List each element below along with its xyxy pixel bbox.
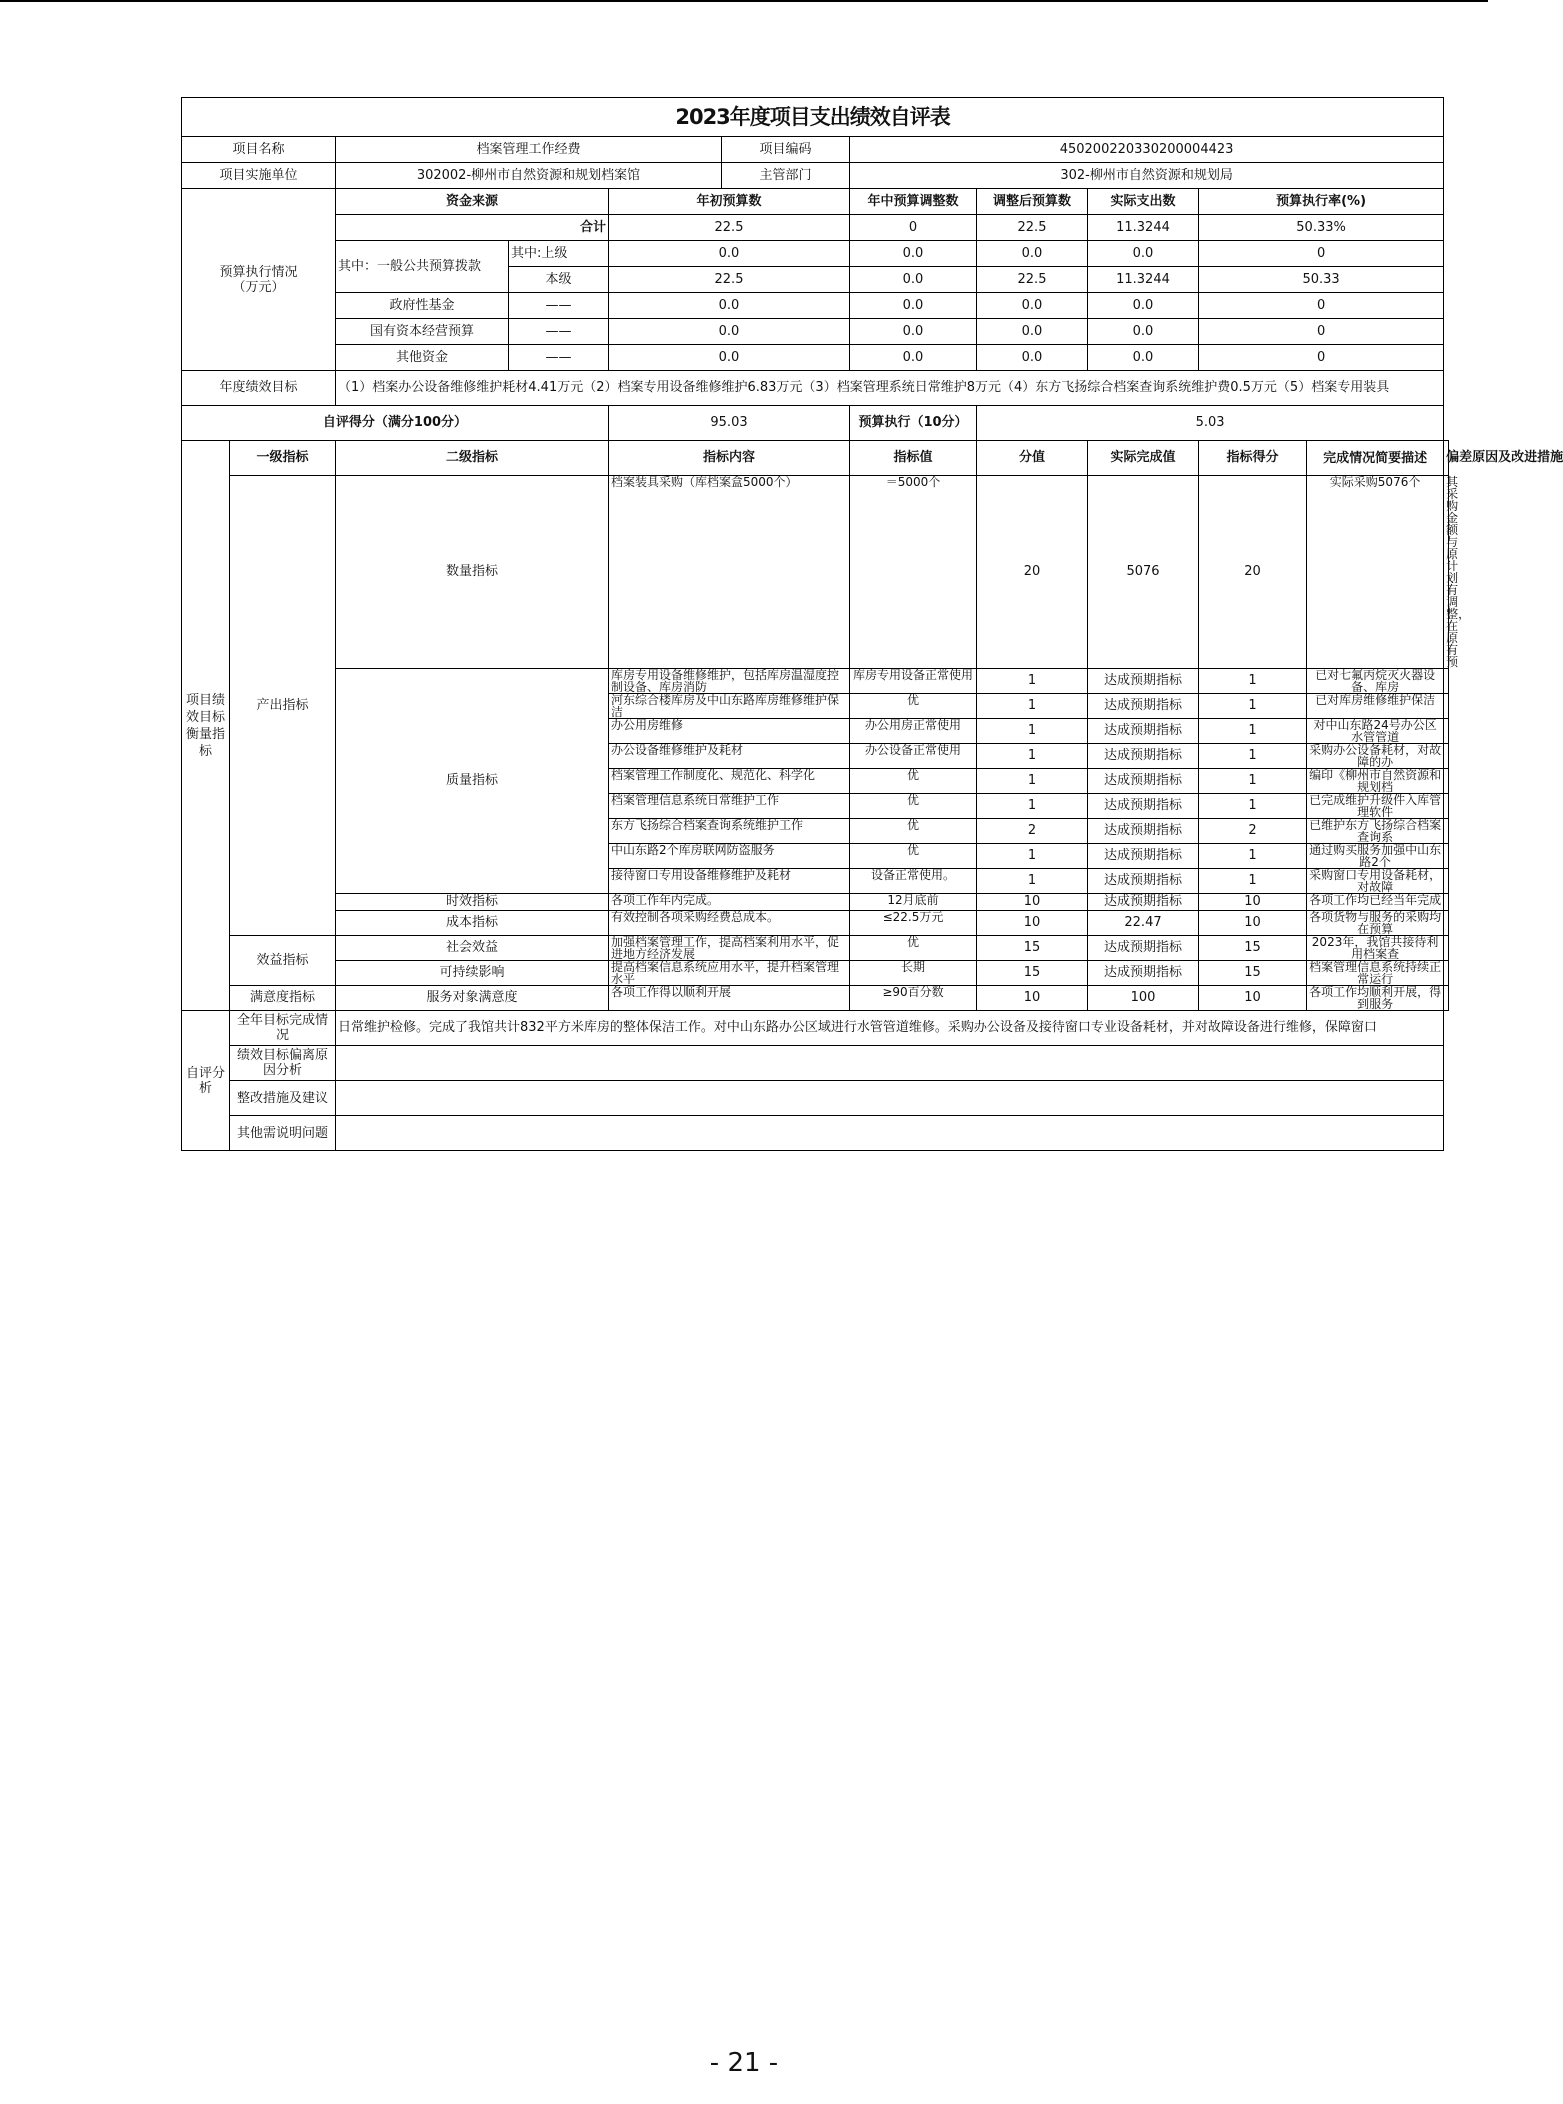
ind-content: 河东综合楼库房及中山东路库房维修维护保洁 [609, 694, 850, 719]
ind-score: 2 [977, 819, 1088, 844]
ind-got: 1 [1199, 669, 1307, 694]
ind-reason [1444, 719, 1449, 744]
ind-header-score: 分值 [977, 441, 1088, 476]
budget-header-adjusted: 调整后预算数 [977, 189, 1088, 215]
budget-header-adjust: 年中预算调整数 [850, 189, 977, 215]
budget-section-label: 预算执行情况 （万元） [182, 189, 336, 371]
self-eval-section-label: 自评分析 [182, 1011, 230, 1151]
ind-desc: 已对库房维修维护保洁 [1307, 694, 1444, 719]
ind-header-got: 指标得分 [1199, 441, 1307, 476]
top-border-line [0, 0, 1488, 2]
ind-target: ≤22.5万元 [850, 911, 977, 936]
project-name-value: 档案管理工作经费 [336, 137, 722, 163]
indicator-row [182, 986, 1449, 1011]
budget-local-adjusted: 22.5 [977, 267, 1088, 293]
self-eval-text [336, 1081, 1444, 1116]
budget-local-initial: 22.5 [609, 267, 850, 293]
ind-desc: 采购办公设备耗材，对故障的办 [1307, 744, 1444, 769]
ind-target: 办公用房正常使用 [850, 719, 977, 744]
ind-score: 15 [977, 936, 1088, 961]
budget-state-capital-label: 国有资本经营预算 [336, 319, 509, 345]
ind-score: 1 [977, 719, 1088, 744]
ind-actual: 达成预期指标 [1088, 694, 1199, 719]
budget-fund-adjust: 0.0 [850, 293, 977, 319]
ind-target: ≥90百分数 [850, 986, 977, 1011]
indicator-row [182, 476, 1449, 669]
indicator-row [182, 894, 1449, 911]
ind-score: 1 [977, 844, 1088, 869]
budget-other-adjust: 0.0 [850, 345, 977, 371]
ind-target: 优 [850, 794, 977, 819]
self-eval-row [182, 1081, 1449, 1116]
project-code-value: 450200220330200004423 [850, 137, 1444, 163]
ind-actual: 达成预期指标 [1088, 669, 1199, 694]
ind-score: 20 [977, 476, 1088, 669]
ind-header-actual: 实际完成值 [1088, 441, 1199, 476]
budget-other-initial: 0.0 [609, 345, 850, 371]
budget-total-label: 合计 [336, 215, 609, 241]
budget-upper-rate: 0 [1199, 241, 1444, 267]
budget-header-initial: 年初预算数 [609, 189, 850, 215]
ind-got: 10 [1199, 894, 1307, 911]
ind-content: 接待窗口专用设备维修维护及耗材 [609, 869, 850, 894]
self-eval-text [336, 1046, 1444, 1081]
ind-header-l2: 二级指标 [336, 441, 609, 476]
ind-got: 1 [1199, 844, 1307, 869]
ind-actual: 达成预期指标 [1088, 869, 1199, 894]
ind-score: 1 [977, 869, 1088, 894]
budget-state-capital-rate: 0 [1199, 319, 1444, 345]
budget-local-adjust: 0.0 [850, 267, 977, 293]
ind-desc: 各项货物与服务的采购均在预算 [1307, 911, 1444, 936]
ind-content: 东方飞扬综合档案查询系统维护工作 [609, 819, 850, 844]
budget-state-capital-adjusted: 0.0 [977, 319, 1088, 345]
ind-content: 档案管理工作制度化、规范化、科学化 [609, 769, 850, 794]
ind-header-desc: 完成情况简要描述 [1307, 441, 1444, 476]
budget-other-label: 其他资金 [336, 345, 509, 371]
budget-total-adjust: 0 [850, 215, 977, 241]
ind-actual: 达成预期指标 [1088, 894, 1199, 911]
page-number: - 21 - [709, 2048, 779, 2078]
ind-target: 优 [850, 936, 977, 961]
ind-score: 1 [977, 669, 1088, 694]
budget-local-actual: 11.3244 [1088, 267, 1199, 293]
self-eval-row [182, 1011, 1449, 1046]
ind-l2-quality: 质量指标 [336, 669, 609, 894]
ind-target: 优 [850, 769, 977, 794]
budget-upper-label: 其中:上级 [509, 241, 609, 267]
ind-desc: 已对七氟丙烷灭火器设备、库房 [1307, 669, 1444, 694]
ind-actual: 达成预期指标 [1088, 844, 1199, 869]
ind-desc: 通过购买服务加强中山东路2个 [1307, 844, 1444, 869]
self-eval-text [336, 1116, 1444, 1151]
ind-score: 15 [977, 961, 1088, 986]
ind-desc: 对中山东路24号办公区水管管道 [1307, 719, 1444, 744]
ind-l2: 社会效益 [336, 936, 609, 961]
ind-reason [1444, 744, 1449, 769]
budget-fund-label: 政府性基金 [336, 293, 509, 319]
indicator-row [182, 961, 1449, 986]
ind-score: 1 [977, 744, 1088, 769]
ind-target: 设备正常使用。 [850, 869, 977, 894]
annual-goal-text: （1）档案办公设备维修维护耗材4.41万元（2）档案专用设备维修维护6.83万元（3）档案管理系统日常维护8万元（4）东方飞扬综合档案查询系统维护费0.5万元（5）档案专用装具 [336, 371, 1444, 406]
ind-content: 档案装具采购（库档案盒5000个） [609, 476, 850, 669]
supervising-dept-value: 302-柳州市自然资源和规划局 [850, 163, 1444, 189]
ind-l1-satisfaction: 满意度指标 [230, 986, 336, 1011]
ind-desc: 2023年，我馆共接待利用档案查 [1307, 936, 1444, 961]
budget-upper-actual: 0.0 [1088, 241, 1199, 267]
ind-target: 优 [850, 694, 977, 719]
ind-got: 15 [1199, 961, 1307, 986]
ind-l1-benefit: 效益指标 [230, 936, 336, 986]
ind-score: 10 [977, 894, 1088, 911]
ind-got: 1 [1199, 794, 1307, 819]
self-eval-label: 整改措施及建议 [230, 1081, 336, 1116]
ind-actual: 达成预期指标 [1088, 936, 1199, 961]
ind-reason [1444, 936, 1449, 961]
ind-reason [1444, 894, 1449, 911]
annual-goal-label: 年度绩效目标 [182, 371, 336, 406]
ind-reason [1444, 819, 1449, 844]
budget-total-initial: 22.5 [609, 215, 850, 241]
ind-reason [1444, 869, 1449, 894]
ind-got: 1 [1199, 869, 1307, 894]
project-name-label: 项目名称 [182, 137, 336, 163]
self-eval-label: 其他需说明问题 [230, 1116, 336, 1151]
ind-desc: 已完成维护升级件入库管理软件 [1307, 794, 1444, 819]
ind-got: 15 [1199, 936, 1307, 961]
ind-got: 20 [1199, 476, 1307, 669]
evaluation-table [181, 97, 1563, 1151]
budget-total-rate: 50.33% [1199, 215, 1444, 241]
evaluation-sheet [181, 97, 1563, 1151]
supervising-dept-label: 主管部门 [722, 163, 850, 189]
ind-desc: 各项工作均顺利开展，得到服务 [1307, 986, 1444, 1011]
self-eval-text: 日常维护检修。完成了我馆共计832平方米库房的整体保洁工作。对中山东路办公区域进行水管管道维修。采购办公设备及接待窗口专业设备耗材，并对故障设备进行维修，保障窗口 [336, 1011, 1444, 1046]
budget-state-capital-adjust: 0.0 [850, 319, 977, 345]
ind-got: 10 [1199, 986, 1307, 1011]
ind-desc: 档案管理信息系统持续正常运行 [1307, 961, 1444, 986]
ind-l1-output: 产出指标 [230, 476, 336, 936]
ind-desc: 已维护东方飞扬综合档案查询系 [1307, 819, 1444, 844]
ind-got: 10 [1199, 911, 1307, 936]
ind-reason [1444, 911, 1449, 936]
budget-general-label: 其中：一般公共预算拨款 [336, 241, 509, 293]
indicators-section-label: 项目绩效目标衡量指标 [182, 441, 230, 1011]
budget-fund-rate: 0 [1199, 293, 1444, 319]
ind-target: 12月底前 [850, 894, 977, 911]
budget-local-label: 本级 [509, 267, 609, 293]
ind-score: 1 [977, 694, 1088, 719]
budget-other-adjusted: 0.0 [977, 345, 1088, 371]
ind-actual: 达成预期指标 [1088, 769, 1199, 794]
ind-content: 库房专用设备维修维护，包括库房温湿度控制设备、库房消防 [609, 669, 850, 694]
budget-other-dash: —— [509, 345, 609, 371]
ind-actual: 100 [1088, 986, 1199, 1011]
ind-l2: 服务对象满意度 [336, 986, 609, 1011]
ind-content: 中山东路2个库房联网防盗服务 [609, 844, 850, 869]
self-score-value: 95.03 [609, 406, 850, 441]
ind-actual: 达成预期指标 [1088, 819, 1199, 844]
ind-actual: 5076 [1088, 476, 1199, 669]
self-eval-label: 绩效目标偏离原因分析 [230, 1046, 336, 1081]
budget-upper-adjust: 0.0 [850, 241, 977, 267]
self-score-label: 自评得分（满分100分） [182, 406, 609, 441]
budget-upper-adjusted: 0.0 [977, 241, 1088, 267]
ind-header-content: 指标内容 [609, 441, 850, 476]
ind-target: 库房专用设备正常使用 [850, 669, 977, 694]
ind-actual: 达成预期指标 [1088, 794, 1199, 819]
ind-target: 长期 [850, 961, 977, 986]
indicator-row [182, 669, 1449, 694]
implementing-unit-label: 项目实施单位 [182, 163, 336, 189]
ind-target: 办公设备正常使用 [850, 744, 977, 769]
ind-score: 10 [977, 986, 1088, 1011]
ind-reason [1444, 769, 1449, 794]
ind-content: 加强档案管理工作，提高档案利用水平，促进地方经济发展 [609, 936, 850, 961]
ind-l2: 成本指标 [336, 911, 609, 936]
budget-local-rate: 50.33 [1199, 267, 1444, 293]
budget-fund-adjusted: 0.0 [977, 293, 1088, 319]
indicator-row [182, 911, 1449, 936]
ind-reason [1444, 694, 1449, 719]
budget-state-capital-actual: 0.0 [1088, 319, 1199, 345]
ind-target: ＝5000个 [850, 476, 977, 669]
ind-score: 10 [977, 911, 1088, 936]
ind-content: 办公用房维修 [609, 719, 850, 744]
budget-header-source: 资金来源 [336, 189, 609, 215]
self-eval-row [182, 1046, 1449, 1081]
ind-target: 优 [850, 844, 977, 869]
budget-fund-initial: 0.0 [609, 293, 850, 319]
ind-desc: 实际采购5076个 [1307, 476, 1444, 669]
project-code-label: 项目编码 [722, 137, 850, 163]
budget-total-adjusted: 22.5 [977, 215, 1088, 241]
ind-desc: 各项工作均已经当年完成 [1307, 894, 1444, 911]
ind-reason [1444, 844, 1449, 869]
ind-header-reason: 偏差原因及改进措施 [1444, 441, 1449, 476]
budget-fund-actual: 0.0 [1088, 293, 1199, 319]
ind-got: 1 [1199, 694, 1307, 719]
budget-state-capital-dash: —— [509, 319, 609, 345]
budget-fund-dash: —— [509, 293, 609, 319]
ind-reason [1444, 986, 1449, 1011]
ind-content: 各项工作得以顺利开展 [609, 986, 850, 1011]
indicator-row [182, 936, 1449, 961]
budget-header-rate: 预算执行率(%) [1199, 189, 1444, 215]
ind-got: 2 [1199, 819, 1307, 844]
self-eval-row [182, 1116, 1449, 1151]
ind-header-l1: 一级指标 [230, 441, 336, 476]
ind-reason: 其采购金额与原计划有调整，在原有预 [1444, 476, 1449, 669]
ind-l2-quantity: 数量指标 [336, 476, 609, 669]
ind-got: 1 [1199, 719, 1307, 744]
ind-header-target: 指标值 [850, 441, 977, 476]
ind-reason [1444, 669, 1449, 694]
ind-actual: 达成预期指标 [1088, 744, 1199, 769]
ind-content: 办公设备维修维护及耗材 [609, 744, 850, 769]
ind-l2: 时效指标 [336, 894, 609, 911]
report-title: 2023年度项目支出绩效自评表 [182, 98, 1444, 137]
self-eval-label: 全年目标完成情况 [230, 1011, 336, 1046]
ind-content: 档案管理信息系统日常维护工作 [609, 794, 850, 819]
ind-score: 1 [977, 769, 1088, 794]
ind-target: 优 [850, 819, 977, 844]
ind-actual: 达成预期指标 [1088, 961, 1199, 986]
ind-content: 有效控制各项采购经费总成本。 [609, 911, 850, 936]
ind-desc: 采购窗口专用设备耗材，对故障 [1307, 869, 1444, 894]
ind-reason [1444, 794, 1449, 819]
ind-content: 各项工作年内完成。 [609, 894, 850, 911]
ind-reason [1444, 961, 1449, 986]
ind-actual: 达成预期指标 [1088, 719, 1199, 744]
ind-score: 1 [977, 794, 1088, 819]
ind-l2: 可持续影响 [336, 961, 609, 986]
budget-state-capital-initial: 0.0 [609, 319, 850, 345]
budget-exec-score-label: 预算执行（10分） [850, 406, 977, 441]
budget-total-actual: 11.3244 [1088, 215, 1199, 241]
budget-upper-initial: 0.0 [609, 241, 850, 267]
implementing-unit-value: 302002-柳州市自然资源和规划档案馆 [336, 163, 722, 189]
budget-header-actual: 实际支出数 [1088, 189, 1199, 215]
budget-other-actual: 0.0 [1088, 345, 1199, 371]
ind-actual: 22.47 [1088, 911, 1199, 936]
budget-other-rate: 0 [1199, 345, 1444, 371]
budget-exec-score-value: 5.03 [977, 406, 1444, 441]
ind-got: 1 [1199, 744, 1307, 769]
ind-desc: 编印《柳州市自然资源和规划档 [1307, 769, 1444, 794]
ind-content: 提高档案信息系统应用水平，提升档案管理水平 [609, 961, 850, 986]
ind-got: 1 [1199, 769, 1307, 794]
